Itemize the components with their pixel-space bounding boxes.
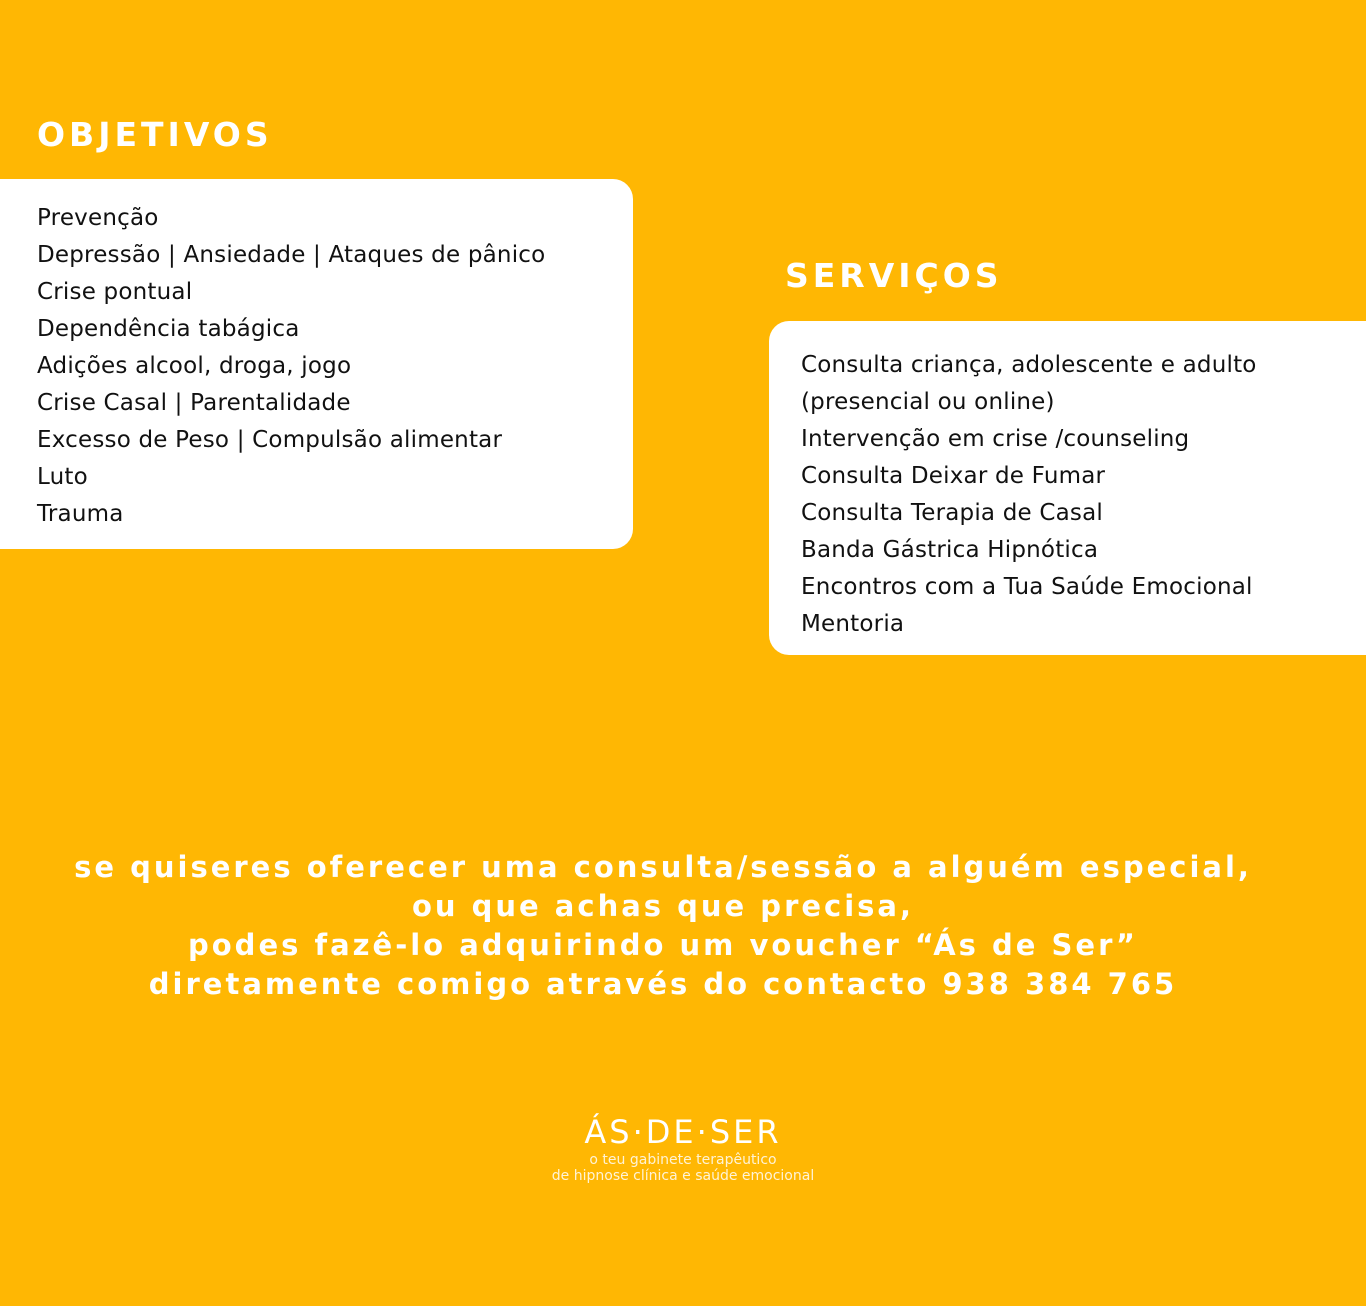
objetivos-card <box>0 179 633 549</box>
objetivos-heading: OBJETIVOS <box>37 115 273 154</box>
list-item: Adições alcool, droga, jogo <box>37 353 352 379</box>
list-item: Dependência tabágica <box>37 316 300 342</box>
message-line: podes fazê-lo adquirindo um voucher “Ás de Ser” <box>188 928 1138 962</box>
list-item: Mentoria <box>801 611 905 637</box>
brand-block <box>0 1112 1366 1184</box>
servicos-list <box>801 347 1366 643</box>
list-item: Consulta Deixar de Fumar <box>801 463 1106 489</box>
message-line: se quiseres oferecer uma consulta/sessão a alguém especial, <box>74 850 1252 884</box>
list-item: Crise pontual <box>37 279 193 305</box>
brand-tagline: o teu gabinete terapêutico <box>589 1152 777 1168</box>
list-item: Intervenção em crise /counseling <box>801 426 1190 452</box>
voucher-message <box>0 848 1366 1004</box>
message-line: diretamente comigo através do contacto 938 384 765 <box>148 967 1178 1001</box>
message-line: ou que achas que precisa, <box>411 889 915 923</box>
list-item: Encontros com a Tua Saúde Emocional <box>801 574 1253 600</box>
servicos-card <box>769 321 1366 655</box>
list-item: Excesso de Peso | Compulsão alimentar <box>37 427 503 453</box>
brand-tagline: de hipnose clínica e saúde emocional <box>551 1168 815 1184</box>
objetivos-list <box>37 200 633 533</box>
list-item: Consulta criança, adolescente e adulto <box>801 352 1257 378</box>
list-item: Banda Gástrica Hipnótica <box>801 537 1099 563</box>
list-item: Prevenção <box>37 205 159 231</box>
list-item: Depressão | Ansiedade | Ataques de pânico <box>37 242 546 268</box>
servicos-heading: SERVIÇOS <box>785 256 1003 295</box>
list-item: (presencial ou online) <box>801 389 1055 415</box>
list-item: Crise Casal | Parentalidade <box>37 390 351 416</box>
list-item: Luto <box>37 464 88 490</box>
list-item: Trauma <box>37 501 124 527</box>
list-item: Consulta Terapia de Casal <box>801 500 1104 526</box>
brand-logo: ÁS·DE·SER <box>584 1113 782 1151</box>
